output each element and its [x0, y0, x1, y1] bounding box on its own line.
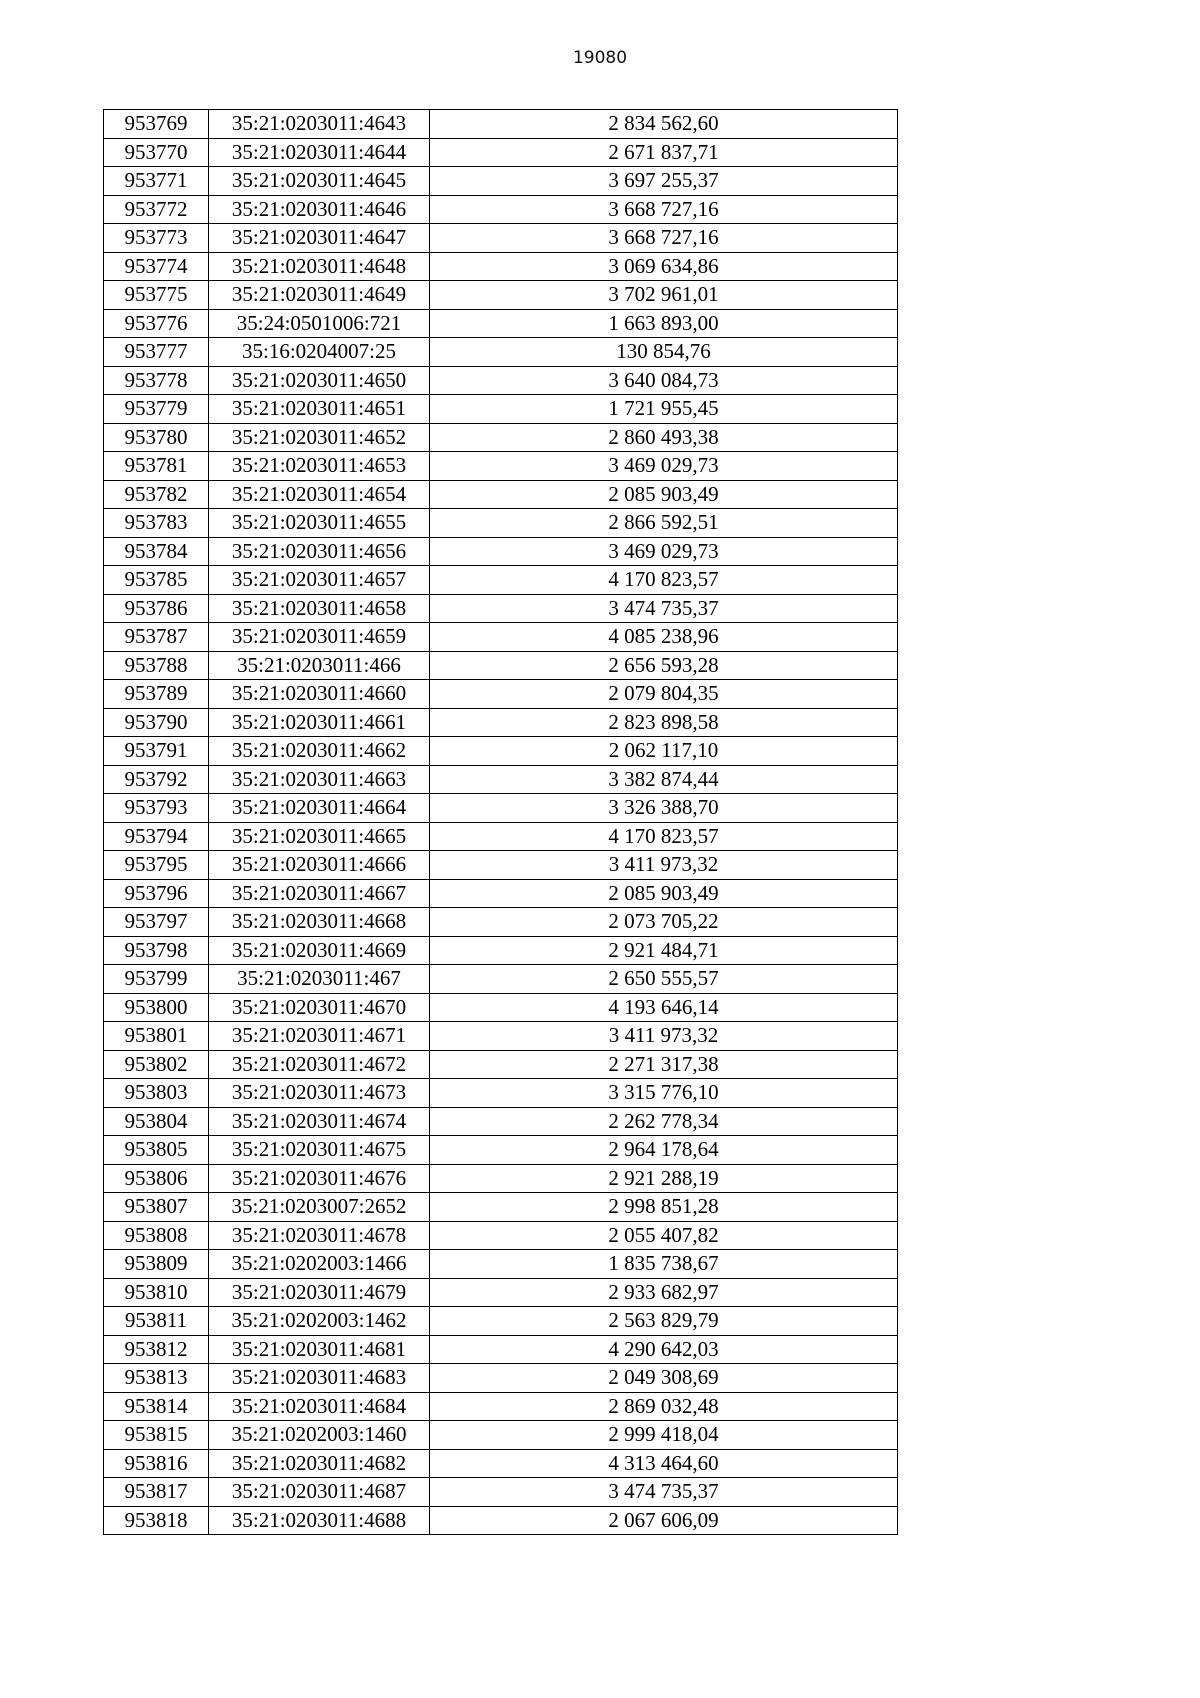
cadastral-number-cell: 35:21:0202003:1460: [209, 1421, 430, 1450]
record-number-cell: 953814: [104, 1392, 209, 1421]
cadastral-value-cell: 4 170 823,57: [430, 822, 898, 851]
record-number-cell: 953815: [104, 1421, 209, 1450]
record-number-cell: 953773: [104, 224, 209, 253]
cadastral-number-cell: 35:21:0203011:4684: [209, 1392, 430, 1421]
record-number-cell: 953786: [104, 594, 209, 623]
cadastral-number-cell: 35:21:0203011:4670: [209, 993, 430, 1022]
record-number-cell: 953771: [104, 167, 209, 196]
table-row: [104, 480, 898, 509]
table-row: [104, 1136, 898, 1165]
table-row: [104, 737, 898, 766]
record-number-cell: 953794: [104, 822, 209, 851]
record-number-cell: 953781: [104, 452, 209, 481]
cadastral-value-cell: 2 085 903,49: [430, 879, 898, 908]
table-row: [104, 1250, 898, 1279]
table-row: [104, 167, 898, 196]
table-row: [104, 537, 898, 566]
cadastral-number-cell: 35:21:0203011:4669: [209, 936, 430, 965]
table-row: [104, 395, 898, 424]
cadastral-number-cell: 35:21:0203011:4656: [209, 537, 430, 566]
cadastral-value-cell: 2 964 178,64: [430, 1136, 898, 1165]
table-row: [104, 1335, 898, 1364]
cadastral-number-cell: 35:21:0203011:4653: [209, 452, 430, 481]
record-number-cell: 953791: [104, 737, 209, 766]
table-row: [104, 366, 898, 395]
record-number-cell: 953796: [104, 879, 209, 908]
cadastral-value-cell: 3 469 029,73: [430, 452, 898, 481]
cadastral-value-cell: 2 656 593,28: [430, 651, 898, 680]
cadastral-number-cell: 35:21:0203011:4657: [209, 566, 430, 595]
record-number-cell: 953788: [104, 651, 209, 680]
cadastral-number-cell: 35:21:0203011:4652: [209, 423, 430, 452]
cadastral-number-cell: 35:21:0203011:4645: [209, 167, 430, 196]
cadastral-value-cell: 2 933 682,97: [430, 1278, 898, 1307]
table-row: [104, 908, 898, 937]
registry-table: [103, 109, 898, 1535]
cadastral-number-cell: 35:21:0203011:4666: [209, 851, 430, 880]
table-row: [104, 651, 898, 680]
cadastral-value-cell: 2 049 308,69: [430, 1364, 898, 1393]
cadastral-number-cell: 35:21:0203011:4667: [209, 879, 430, 908]
record-number-cell: 953770: [104, 138, 209, 167]
record-number-cell: 953802: [104, 1050, 209, 1079]
table-row: [104, 309, 898, 338]
cadastral-number-cell: 35:21:0203011:4664: [209, 794, 430, 823]
cadastral-number-cell: 35:24:0501006:721: [209, 309, 430, 338]
record-number-cell: 953778: [104, 366, 209, 395]
cadastral-number-cell: 35:21:0203011:4681: [209, 1335, 430, 1364]
cadastral-number-cell: 35:21:0203011:4682: [209, 1449, 430, 1478]
cadastral-number-cell: 35:21:0203011:4688: [209, 1506, 430, 1535]
cadastral-number-cell: 35:21:0203011:4687: [209, 1478, 430, 1507]
table-row: [104, 936, 898, 965]
cadastral-number-cell: 35:21:0203011:4644: [209, 138, 430, 167]
cadastral-value-cell: 1 721 955,45: [430, 395, 898, 424]
cadastral-value-cell: 3 474 735,37: [430, 594, 898, 623]
cadastral-value-cell: 2 998 851,28: [430, 1193, 898, 1222]
cadastral-value-cell: 2 866 592,51: [430, 509, 898, 538]
cadastral-value-cell: 1 663 893,00: [430, 309, 898, 338]
table-row: [104, 965, 898, 994]
cadastral-number-cell: 35:21:0203011:4646: [209, 195, 430, 224]
cadastral-number-cell: 35:21:0203011:4671: [209, 1022, 430, 1051]
record-number-cell: 953782: [104, 480, 209, 509]
cadastral-value-cell: 3 411 973,32: [430, 1022, 898, 1051]
table-row: [104, 1278, 898, 1307]
table-row: [104, 623, 898, 652]
record-number-cell: 953810: [104, 1278, 209, 1307]
cadastral-value-cell: 4 085 238,96: [430, 623, 898, 652]
record-number-cell: 953772: [104, 195, 209, 224]
record-number-cell: 953775: [104, 281, 209, 310]
table-row: [104, 1392, 898, 1421]
cadastral-number-cell: 35:21:0203011:4672: [209, 1050, 430, 1079]
record-number-cell: 953783: [104, 509, 209, 538]
cadastral-value-cell: 2 067 606,09: [430, 1506, 898, 1535]
cadastral-number-cell: 35:21:0203011:4673: [209, 1079, 430, 1108]
record-number-cell: 953808: [104, 1221, 209, 1250]
table-row: [104, 1364, 898, 1393]
cadastral-value-cell: 2 262 778,34: [430, 1107, 898, 1136]
table-row: [104, 1221, 898, 1250]
record-number-cell: 953797: [104, 908, 209, 937]
record-number-cell: 953795: [104, 851, 209, 880]
cadastral-number-cell: 35:21:0203011:4676: [209, 1164, 430, 1193]
cadastral-number-cell: 35:21:0203011:467: [209, 965, 430, 994]
cadastral-number-cell: 35:21:0203011:4661: [209, 708, 430, 737]
cadastral-value-cell: 1 835 738,67: [430, 1250, 898, 1279]
table-row: [104, 1164, 898, 1193]
table-row: [104, 680, 898, 709]
record-number-cell: 953785: [104, 566, 209, 595]
cadastral-number-cell: 35:21:0203011:4660: [209, 680, 430, 709]
table-row: [104, 822, 898, 851]
cadastral-number-cell: 35:21:0203011:4649: [209, 281, 430, 310]
record-number-cell: 953798: [104, 936, 209, 965]
cadastral-value-cell: 2 834 562,60: [430, 110, 898, 139]
cadastral-value-cell: 4 193 646,14: [430, 993, 898, 1022]
cadastral-number-cell: 35:16:0204007:25: [209, 338, 430, 367]
cadastral-value-cell: 2 921 484,71: [430, 936, 898, 965]
cadastral-value-cell: 2 860 493,38: [430, 423, 898, 452]
table-row: [104, 195, 898, 224]
table-row: [104, 1307, 898, 1336]
record-number-cell: 953813: [104, 1364, 209, 1393]
cadastral-number-cell: 35:21:0203011:4679: [209, 1278, 430, 1307]
cadastral-value-cell: 4 170 823,57: [430, 566, 898, 595]
cadastral-value-cell: 4 313 464,60: [430, 1449, 898, 1478]
record-number-cell: 953779: [104, 395, 209, 424]
cadastral-value-cell: 3 411 973,32: [430, 851, 898, 880]
cadastral-value-cell: 4 290 642,03: [430, 1335, 898, 1364]
record-number-cell: 953809: [104, 1250, 209, 1279]
table-row: [104, 1022, 898, 1051]
table-row: [104, 765, 898, 794]
cadastral-number-cell: 35:21:0203011:4643: [209, 110, 430, 139]
record-number-cell: 953805: [104, 1136, 209, 1165]
cadastral-number-cell: 35:21:0203011:4683: [209, 1364, 430, 1393]
cadastral-value-cell: 2 055 407,82: [430, 1221, 898, 1250]
cadastral-value-cell: 3 668 727,16: [430, 224, 898, 253]
cadastral-number-cell: 35:21:0203011:4678: [209, 1221, 430, 1250]
cadastral-value-cell: 3 069 634,86: [430, 252, 898, 281]
table-row: [104, 879, 898, 908]
cadastral-value-cell: 3 668 727,16: [430, 195, 898, 224]
table-row: [104, 452, 898, 481]
record-number-cell: 953817: [104, 1478, 209, 1507]
record-number-cell: 953811: [104, 1307, 209, 1336]
table-row: [104, 1079, 898, 1108]
cadastral-number-cell: 35:21:0203011:4674: [209, 1107, 430, 1136]
table-row: [104, 138, 898, 167]
record-number-cell: 953792: [104, 765, 209, 794]
cadastral-number-cell: 35:21:0203011:4658: [209, 594, 430, 623]
record-number-cell: 953816: [104, 1449, 209, 1478]
cadastral-number-cell: 35:21:0202003:1462: [209, 1307, 430, 1336]
cadastral-number-cell: 35:21:0203011:4665: [209, 822, 430, 851]
cadastral-number-cell: 35:21:0203011:4655: [209, 509, 430, 538]
cadastral-value-cell: 2 999 418,04: [430, 1421, 898, 1450]
cadastral-number-cell: 35:21:0203011:4663: [209, 765, 430, 794]
record-number-cell: 953818: [104, 1506, 209, 1535]
cadastral-value-cell: 3 382 874,44: [430, 765, 898, 794]
cadastral-number-cell: 35:21:0203011:4650: [209, 366, 430, 395]
table-row: [104, 509, 898, 538]
record-number-cell: 953800: [104, 993, 209, 1022]
record-number-cell: 953787: [104, 623, 209, 652]
cadastral-value-cell: 2 650 555,57: [430, 965, 898, 994]
record-number-cell: 953777: [104, 338, 209, 367]
cadastral-value-cell: 2 271 317,38: [430, 1050, 898, 1079]
cadastral-value-cell: 3 326 388,70: [430, 794, 898, 823]
cadastral-number-cell: 35:21:0202003:1466: [209, 1250, 430, 1279]
record-number-cell: 953803: [104, 1079, 209, 1108]
cadastral-number-cell: 35:21:0203011:4662: [209, 737, 430, 766]
record-number-cell: 953790: [104, 708, 209, 737]
table-row: [104, 794, 898, 823]
record-number-cell: 953776: [104, 309, 209, 338]
cadastral-value-cell: 2 869 032,48: [430, 1392, 898, 1421]
cadastral-value-cell: 2 823 898,58: [430, 708, 898, 737]
table-row: [104, 423, 898, 452]
cadastral-value-cell: 3 315 776,10: [430, 1079, 898, 1108]
table-row: [104, 338, 898, 367]
table-row: [104, 1050, 898, 1079]
cadastral-value-cell: 3 474 735,37: [430, 1478, 898, 1507]
cadastral-number-cell: 35:21:0203011:4648: [209, 252, 430, 281]
cadastral-value-cell: 3 702 961,01: [430, 281, 898, 310]
record-number-cell: 953799: [104, 965, 209, 994]
record-number-cell: 953780: [104, 423, 209, 452]
table-row: [104, 594, 898, 623]
record-number-cell: 953812: [104, 1335, 209, 1364]
cadastral-number-cell: 35:21:0203011:466: [209, 651, 430, 680]
table-row: [104, 1107, 898, 1136]
cadastral-value-cell: 2 671 837,71: [430, 138, 898, 167]
cadastral-number-cell: 35:21:0203007:2652: [209, 1193, 430, 1222]
cadastral-value-cell: 2 563 829,79: [430, 1307, 898, 1336]
cadastral-number-cell: 35:21:0203011:4659: [209, 623, 430, 652]
table-row: [104, 281, 898, 310]
page-number: 19080: [572, 48, 628, 68]
record-number-cell: 953804: [104, 1107, 209, 1136]
table-row: [104, 224, 898, 253]
table-row: [104, 1449, 898, 1478]
table-row: [104, 993, 898, 1022]
table-row: [104, 1421, 898, 1450]
cadastral-value-cell: 2 085 903,49: [430, 480, 898, 509]
table-row: [104, 708, 898, 737]
record-number-cell: 953769: [104, 110, 209, 139]
record-number-cell: 953789: [104, 680, 209, 709]
cadastral-value-cell: 130 854,76: [430, 338, 898, 367]
table-row: [104, 252, 898, 281]
cadastral-value-cell: 2 062 117,10: [430, 737, 898, 766]
cadastral-value-cell: 2 079 804,35: [430, 680, 898, 709]
cadastral-value-cell: 3 640 084,73: [430, 366, 898, 395]
table-row: [104, 110, 898, 139]
record-number-cell: 953784: [104, 537, 209, 566]
table-row: [104, 851, 898, 880]
cadastral-value-cell: 2 921 288,19: [430, 1164, 898, 1193]
registry-table-body: [104, 110, 898, 1535]
record-number-cell: 953806: [104, 1164, 209, 1193]
record-number-cell: 953793: [104, 794, 209, 823]
table-row: [104, 1478, 898, 1507]
record-number-cell: 953801: [104, 1022, 209, 1051]
cadastral-value-cell: 3 697 255,37: [430, 167, 898, 196]
cadastral-number-cell: 35:21:0203011:4654: [209, 480, 430, 509]
record-number-cell: 953807: [104, 1193, 209, 1222]
table-row: [104, 566, 898, 595]
cadastral-number-cell: 35:21:0203011:4668: [209, 908, 430, 937]
cadastral-value-cell: 2 073 705,22: [430, 908, 898, 937]
cadastral-number-cell: 35:21:0203011:4647: [209, 224, 430, 253]
cadastral-number-cell: 35:21:0203011:4675: [209, 1136, 430, 1165]
table-row: [104, 1193, 898, 1222]
record-number-cell: 953774: [104, 252, 209, 281]
cadastral-value-cell: 3 469 029,73: [430, 537, 898, 566]
table-row: [104, 1506, 898, 1535]
cadastral-number-cell: 35:21:0203011:4651: [209, 395, 430, 424]
